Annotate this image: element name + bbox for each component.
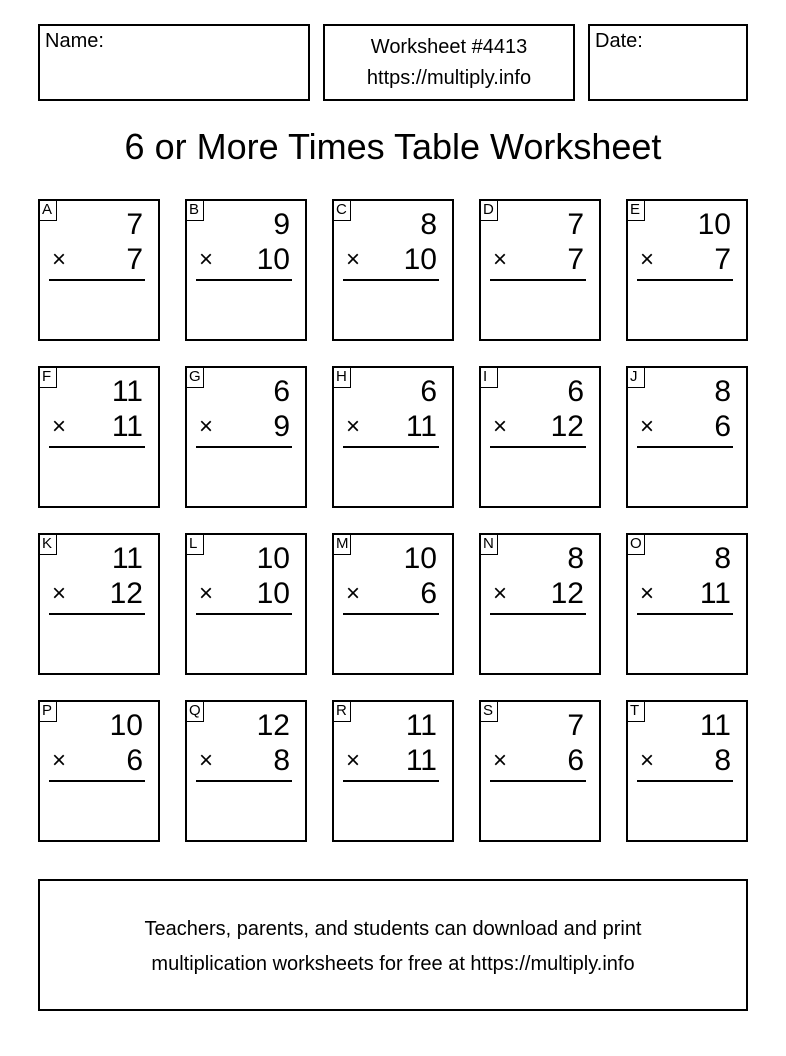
multiplier: 8: [273, 744, 290, 777]
multiplier: 11: [405, 410, 437, 443]
multiplier: 7: [714, 243, 731, 276]
problem-letter: A: [38, 199, 57, 221]
problem-card[interactable]: [38, 199, 160, 341]
problem-card[interactable]: [479, 533, 601, 675]
multiplicand: 6: [273, 375, 290, 408]
answer-line: [343, 279, 439, 281]
problem-letter: E: [626, 199, 645, 221]
problem-letter: R: [332, 700, 351, 722]
problem-card[interactable]: [38, 366, 160, 508]
times-icon: ×: [199, 580, 214, 607]
answer-line: [196, 279, 292, 281]
problem-letter: T: [626, 700, 645, 722]
problem-letter: O: [626, 533, 645, 555]
problem-letter: P: [38, 700, 57, 722]
multiplier: 6: [126, 744, 143, 777]
multiplicand: 11: [111, 375, 143, 408]
times-icon: ×: [493, 246, 508, 273]
multiplicand: 8: [567, 542, 584, 575]
problem-letter: F: [38, 366, 57, 388]
multiplier: 7: [567, 243, 584, 276]
answer-line: [196, 613, 292, 615]
problem-letter: G: [185, 366, 204, 388]
multiplier: 8: [714, 744, 731, 777]
multiplier: 9: [273, 410, 290, 443]
answer-line: [637, 780, 733, 782]
multiplicand: 11: [699, 709, 731, 742]
problem-card[interactable]: [332, 199, 454, 341]
times-icon: ×: [346, 246, 361, 273]
problem-letter: Q: [185, 700, 204, 722]
problem-card[interactable]: [185, 366, 307, 508]
times-icon: ×: [640, 246, 655, 273]
problem-letter: C: [332, 199, 351, 221]
multiplier: 6: [714, 410, 731, 443]
name-label: Name:: [45, 30, 104, 52]
multiplier: 10: [256, 243, 290, 276]
multiplicand: 8: [420, 208, 437, 241]
problem-letter: B: [185, 199, 204, 221]
multiplier: 12: [550, 577, 584, 610]
answer-line: [343, 613, 439, 615]
multiplier: 11: [111, 410, 143, 443]
multiplicand: 11: [405, 709, 437, 742]
date-field-box[interactable]: [588, 24, 748, 101]
times-icon: ×: [199, 246, 214, 273]
problem-card[interactable]: [332, 533, 454, 675]
problem-card[interactable]: [38, 700, 160, 842]
answer-line: [49, 780, 145, 782]
answer-line: [49, 613, 145, 615]
multiplicand: 9: [273, 208, 290, 241]
problem-letter: S: [479, 700, 498, 722]
multiplicand: 10: [256, 542, 290, 575]
multiplier: 10: [256, 577, 290, 610]
problem-card[interactable]: [479, 700, 601, 842]
problem-card[interactable]: [479, 366, 601, 508]
times-icon: ×: [493, 413, 508, 440]
multiplicand: 7: [567, 208, 584, 241]
multiplier: 12: [550, 410, 584, 443]
multiplicand: 6: [567, 375, 584, 408]
footer-line-1: Teachers, parents, and students can download and print: [144, 918, 642, 940]
answer-line: [196, 446, 292, 448]
times-icon: ×: [493, 580, 508, 607]
problem-letter: D: [479, 199, 498, 221]
multiplicand: 10: [697, 208, 731, 241]
problem-letter: N: [479, 533, 498, 555]
answer-line: [49, 279, 145, 281]
problem-card[interactable]: [626, 533, 748, 675]
problems-grid: [38, 199, 748, 842]
answer-line: [490, 279, 586, 281]
multiplicand: 8: [714, 375, 731, 408]
problem-letter: I: [479, 366, 498, 388]
name-field-box[interactable]: [38, 24, 310, 101]
worksheet-id: Worksheet #4413: [370, 36, 528, 58]
times-icon: ×: [493, 747, 508, 774]
answer-line: [637, 613, 733, 615]
times-icon: ×: [346, 747, 361, 774]
multiplicand: 6: [420, 375, 437, 408]
multiplier: 7: [126, 243, 143, 276]
times-icon: ×: [346, 580, 361, 607]
problem-letter: L: [185, 533, 204, 555]
multiplicand: 7: [567, 709, 584, 742]
problem-card[interactable]: [38, 533, 160, 675]
problem-letter: M: [332, 533, 351, 555]
footer-line-2: multiplication worksheets for free at https://multiply.info: [151, 953, 635, 975]
problem-card[interactable]: [626, 199, 748, 341]
times-icon: ×: [640, 413, 655, 440]
problem-card[interactable]: [185, 533, 307, 675]
problem-card[interactable]: [185, 700, 307, 842]
times-icon: ×: [52, 747, 67, 774]
problem-letter: K: [38, 533, 57, 555]
times-icon: ×: [52, 580, 67, 607]
multiplicand: 10: [109, 709, 143, 742]
problem-card[interactable]: [332, 700, 454, 842]
multiplier: 11: [405, 744, 437, 777]
problem-card[interactable]: [332, 366, 454, 508]
answer-line: [343, 780, 439, 782]
answer-line: [637, 446, 733, 448]
problem-card[interactable]: [479, 199, 601, 341]
times-icon: ×: [199, 747, 214, 774]
problem-card[interactable]: [626, 700, 748, 842]
multiplicand: 11: [111, 542, 143, 575]
multiplier: 12: [109, 577, 143, 610]
times-icon: ×: [640, 580, 655, 607]
problem-card[interactable]: [626, 366, 748, 508]
worksheet-title: 6 or More Times Table Worksheet: [124, 126, 662, 167]
problem-letter: J: [626, 366, 645, 388]
times-icon: ×: [640, 747, 655, 774]
answer-line: [196, 780, 292, 782]
answer-line: [49, 446, 145, 448]
multiplier: 10: [403, 243, 437, 276]
multiplier: 6: [567, 744, 584, 777]
problem-card[interactable]: [185, 199, 307, 341]
times-icon: ×: [199, 413, 214, 440]
multiplicand: 8: [714, 542, 731, 575]
answer-line: [637, 279, 733, 281]
multiplier: 6: [420, 577, 437, 610]
multiplicand: 7: [126, 208, 143, 241]
date-label: Date:: [595, 30, 643, 52]
times-icon: ×: [52, 246, 67, 273]
answer-line: [343, 446, 439, 448]
multiplicand: 12: [256, 709, 290, 742]
multiplicand: 10: [403, 542, 437, 575]
answer-line: [490, 446, 586, 448]
times-icon: ×: [52, 413, 67, 440]
worksheet-info-box: [323, 24, 575, 101]
problem-letter: H: [332, 366, 351, 388]
answer-line: [490, 613, 586, 615]
worksheet-url: https://multiply.info: [366, 67, 532, 89]
times-icon: ×: [346, 413, 361, 440]
multiplier: 11: [699, 577, 731, 610]
footer-note: [38, 879, 748, 1011]
answer-line: [490, 780, 586, 782]
